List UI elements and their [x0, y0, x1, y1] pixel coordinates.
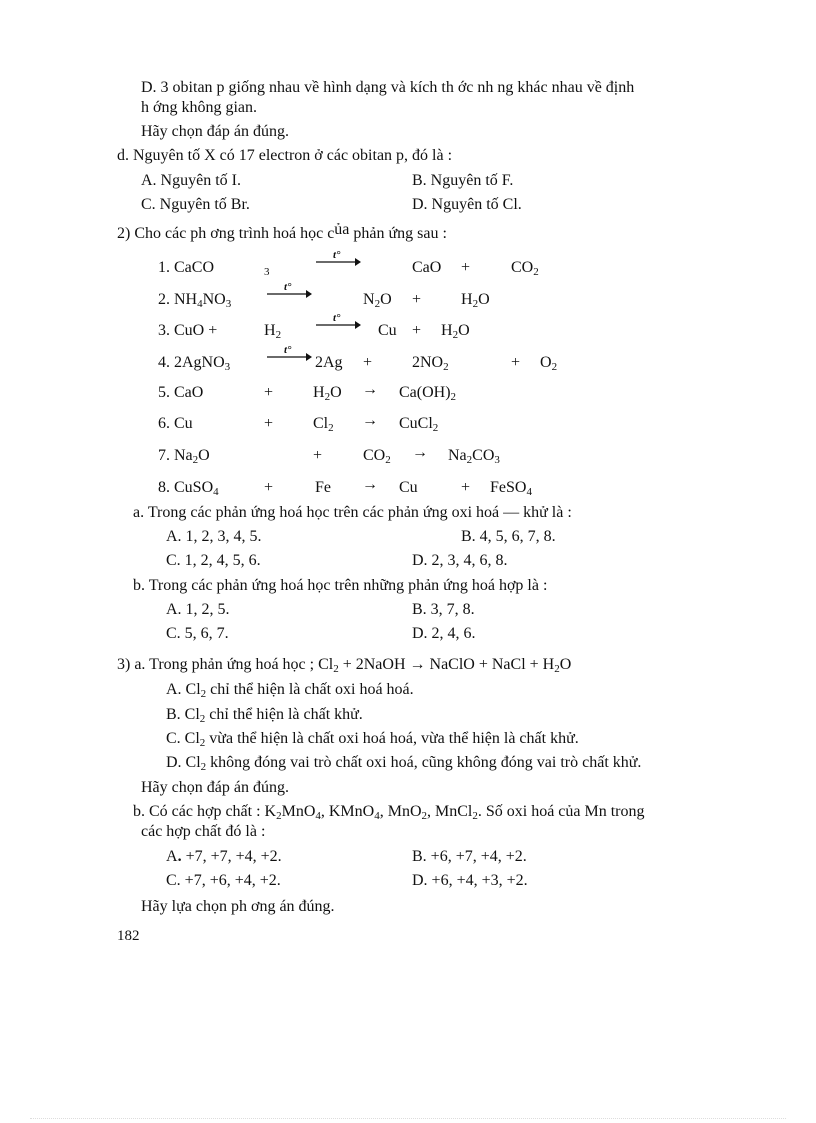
- option-a: A. $Cl_2$ chỉ thể hiện là chất oxi hoá hoá.: [166, 681, 414, 700]
- question-3b-line1: b. Có các hợp chất : $K_2MnO_4$, KMnO$_4$, MnO$_2$, MnCl$_2$. Số oxi hoá của Mn trong: [133, 803, 645, 822]
- instruction: Hãy lựa chọn ph ơng án đúng.: [141, 898, 335, 915]
- heat-label: t°: [284, 281, 292, 293]
- option-b: B. 3, 7, 8.: [412, 601, 475, 618]
- option-a: A. 1, 2, 3, 4, 5.: [166, 528, 262, 545]
- question-3a: 3) a. Trong phản ứng hoá học ; $Cl_2$ + 2NaOH → NaClO + NaCl + $H_2O$: [117, 656, 572, 675]
- option-c: C. +7, +6, +4, +2.: [166, 872, 281, 889]
- option-c: C. Nguyên tố Br.: [141, 196, 250, 213]
- bottom-divider: [30, 1118, 786, 1119]
- instruction: Hãy chọn đáp án đúng.: [141, 123, 289, 140]
- option-d-line2: h ớng không gian.: [141, 99, 258, 116]
- question-2b: b. Trong các phản ứng hoá học trên những phản ứng hoá hợp là :: [133, 577, 548, 594]
- option-b: B. $Cl_2$ chỉ thể hiện là chất khử.: [166, 706, 363, 725]
- option-b: B. +6, +7, +4, +2.: [412, 848, 527, 865]
- option-d: D. Nguyên tố Cl.: [412, 196, 522, 213]
- option-a: A. 1, 2, 5.: [166, 601, 230, 618]
- arrow-icon: →: [362, 381, 378, 398]
- option-c: C. $Cl_2$ vừa thể hiện là chất oxi hoá hoá, vừa thể hiện là chất khử.: [166, 730, 579, 749]
- question-d: d. Nguyên tố X có 17 electron ở các obitan p, đó là :: [117, 147, 453, 164]
- question-2-intro: 2) Cho các ph ơng trình hoá học của phản ứng sau :: [117, 221, 447, 242]
- option-d: D. +6, +4, +3, +2.: [412, 872, 528, 889]
- question-3b-line2: các hợp chất đó là :: [141, 823, 266, 840]
- option-d: D. $Cl_2$ không đóng vai trò chất oxi hoá, cũng không đóng vai trò chất khử.: [166, 754, 642, 773]
- option-a: A. Nguyên tố I.: [141, 172, 241, 189]
- option-d-line1: D. 3 obitan p giống nhau về hình dạng và kích th ớc nh ng khác nhau về định: [141, 79, 635, 96]
- arrow-icon: →: [412, 444, 428, 461]
- heat-label: t°: [333, 312, 341, 324]
- heat-label: t°: [284, 344, 292, 356]
- option-d: D. 2, 4, 6.: [412, 625, 476, 642]
- instruction: Hãy chọn đáp án đúng.: [141, 779, 289, 796]
- option-d: D. 2, 3, 4, 6, 8.: [412, 552, 508, 569]
- option-b: B. Nguyên tố F.: [412, 172, 514, 189]
- option-c: C. 1, 2, 4, 5, 6.: [166, 552, 261, 569]
- option-a: A. +7, +7, +4, +2.: [166, 848, 282, 865]
- arrow-icon: →: [362, 476, 378, 493]
- option-c: C. 5, 6, 7.: [166, 625, 229, 642]
- arrow-icon: →: [409, 656, 426, 673]
- page-number: 182: [117, 928, 140, 944]
- option-b: B. 4, 5, 6, 7, 8.: [461, 528, 556, 545]
- heat-label: t°: [333, 249, 341, 261]
- arrow-icon: →: [362, 412, 378, 429]
- question-2a: a. Trong các phản ứng hoá học trên các phản ứng oxi hoá — khử là :: [133, 504, 572, 521]
